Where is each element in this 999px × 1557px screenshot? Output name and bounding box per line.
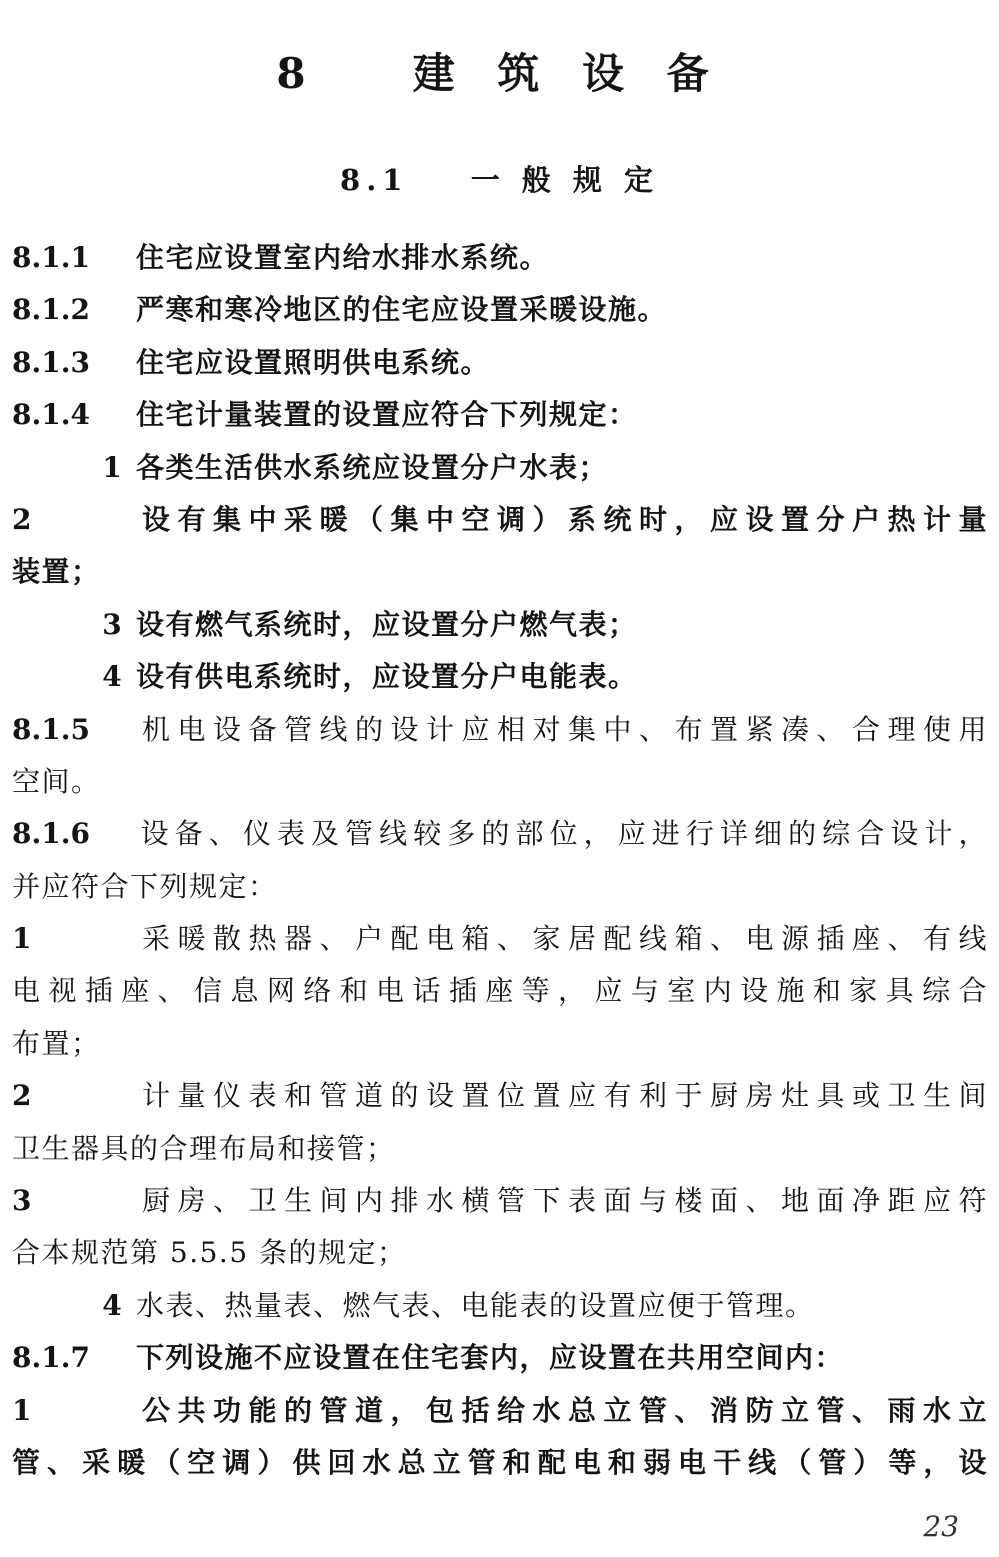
- item-number: [12, 1175, 136, 1227]
- clause-number: 8.1.7: [12, 1341, 90, 1375]
- line-text: 装置；: [12, 555, 101, 589]
- line-text: 下列设施不应设置在住宅套内，应设置在共用空间内：: [136, 1341, 845, 1375]
- line-text: 电视插座、信息网络和电话插座等，应与室内设施和家具综合: [12, 974, 988, 1008]
- text-line: [12, 704, 988, 756]
- item-number: [12, 1385, 136, 1437]
- text-line: [12, 389, 988, 441]
- section-heading: 一 般 规 定: [470, 163, 659, 197]
- item-number: [12, 913, 136, 965]
- line-text: 布置；: [12, 1026, 101, 1060]
- line-text: 并应符合下列规定：: [12, 869, 278, 903]
- clause-number: 8.1.1: [12, 241, 90, 274]
- line-text: 计量仪表和管道的设置位置应有利于厨房灶具或卫生间: [136, 1079, 988, 1113]
- item-number: [12, 1070, 136, 1122]
- item-number: [12, 1280, 136, 1332]
- section-number: 8.1: [340, 163, 409, 197]
- text-line: [12, 913, 988, 965]
- chapter-number: 8: [276, 49, 320, 98]
- chapter-title: [0, 48, 999, 100]
- line-text: 各类生活供水系统应设置分户水表；: [136, 450, 609, 484]
- clause-number: 8.1.3: [12, 345, 90, 379]
- line-text: 住宅应设置照明供电系统。: [136, 345, 491, 379]
- line-text: 公共功能的管道，包括给水总立管、消防立管、雨水立: [136, 1393, 988, 1427]
- text-line: [12, 546, 988, 598]
- text-line: [12, 1437, 988, 1489]
- line-text: 厨房、卫生间内排水横管下表面与楼面、地面净距应符: [136, 1184, 988, 1218]
- document-body: [12, 232, 988, 1489]
- line-text: 合本规范第 5.5.5 条的规定；: [12, 1236, 407, 1270]
- text-line: [12, 494, 988, 546]
- clause-number: 8.1.6: [12, 817, 90, 851]
- item-number-text: 3: [12, 1184, 32, 1218]
- text-line: [12, 284, 988, 336]
- text-line: [12, 1123, 988, 1175]
- item-number-text: 1: [12, 1393, 32, 1427]
- text-line: [12, 599, 988, 651]
- page-number: 23: [923, 1510, 959, 1543]
- line-text: 采暖散热器、户配电箱、家居配线箱、电源插座、有线: [136, 922, 988, 956]
- text-line: [12, 808, 988, 860]
- item-number: [12, 494, 136, 546]
- text-line: [12, 965, 988, 1017]
- line-text: 设有燃气系统时，应设置分户燃气表；: [136, 607, 638, 641]
- text-line: [12, 1280, 988, 1332]
- line-text: 住宅应设置室内给水排水系统。: [136, 241, 550, 274]
- line-text: 机电设备管线的设计应相对集中、布置紧凑、合理使用: [136, 712, 988, 746]
- line-text: 管、采暖（空调）供回水总立管和配电和弱电干线（管）等，设: [12, 1445, 988, 1479]
- item-number: [12, 651, 136, 703]
- item-number-text: 2: [12, 1079, 32, 1113]
- text-line: [12, 1227, 988, 1279]
- section-title: [0, 160, 999, 200]
- text-line: [12, 337, 988, 389]
- text-line: [12, 232, 988, 284]
- text-line: [12, 651, 988, 703]
- item-number-text: 2: [12, 502, 32, 536]
- item-number-text: 4: [102, 660, 122, 694]
- text-line: [12, 1070, 988, 1122]
- line-text: 卫生器具的合理布局和接管；: [12, 1131, 396, 1165]
- clause-number: 8.1.2: [12, 293, 90, 327]
- item-number-text: 3: [102, 607, 122, 641]
- text-line: [12, 861, 988, 913]
- text-line: [12, 1385, 988, 1437]
- line-text: 设有集中采暖（集中空调）系统时，应设置分户热计量: [136, 502, 988, 536]
- item-number-text: 1: [12, 922, 32, 956]
- chapter-heading: 建 筑 设 备: [412, 49, 723, 98]
- line-text: 住宅计量装置的设置应符合下列规定：: [136, 398, 638, 432]
- text-line: [12, 756, 988, 808]
- text-line: [12, 1018, 988, 1070]
- clause-number: 8.1.5: [12, 712, 90, 746]
- line-text: 空间。: [12, 764, 101, 798]
- item-number-text: 1: [102, 450, 122, 484]
- item-number: [12, 442, 136, 494]
- text-line: [12, 442, 988, 494]
- text-line: [12, 1175, 988, 1227]
- line-text: 水表、热量表、燃气表、电能表的设置应便于管理。: [136, 1288, 815, 1322]
- line-text: 设备、仪表及管线较多的部位，应进行详细的综合设计，: [136, 817, 988, 851]
- line-text: 严寒和寒冷地区的住宅应设置采暖设施。: [136, 293, 668, 327]
- item-number-text: 4: [102, 1288, 122, 1322]
- clause-number: 8.1.4: [12, 398, 90, 432]
- line-text: 设有供电系统时，应设置分户电能表。: [136, 660, 638, 694]
- text-line: [12, 1332, 988, 1384]
- item-number: [12, 599, 136, 651]
